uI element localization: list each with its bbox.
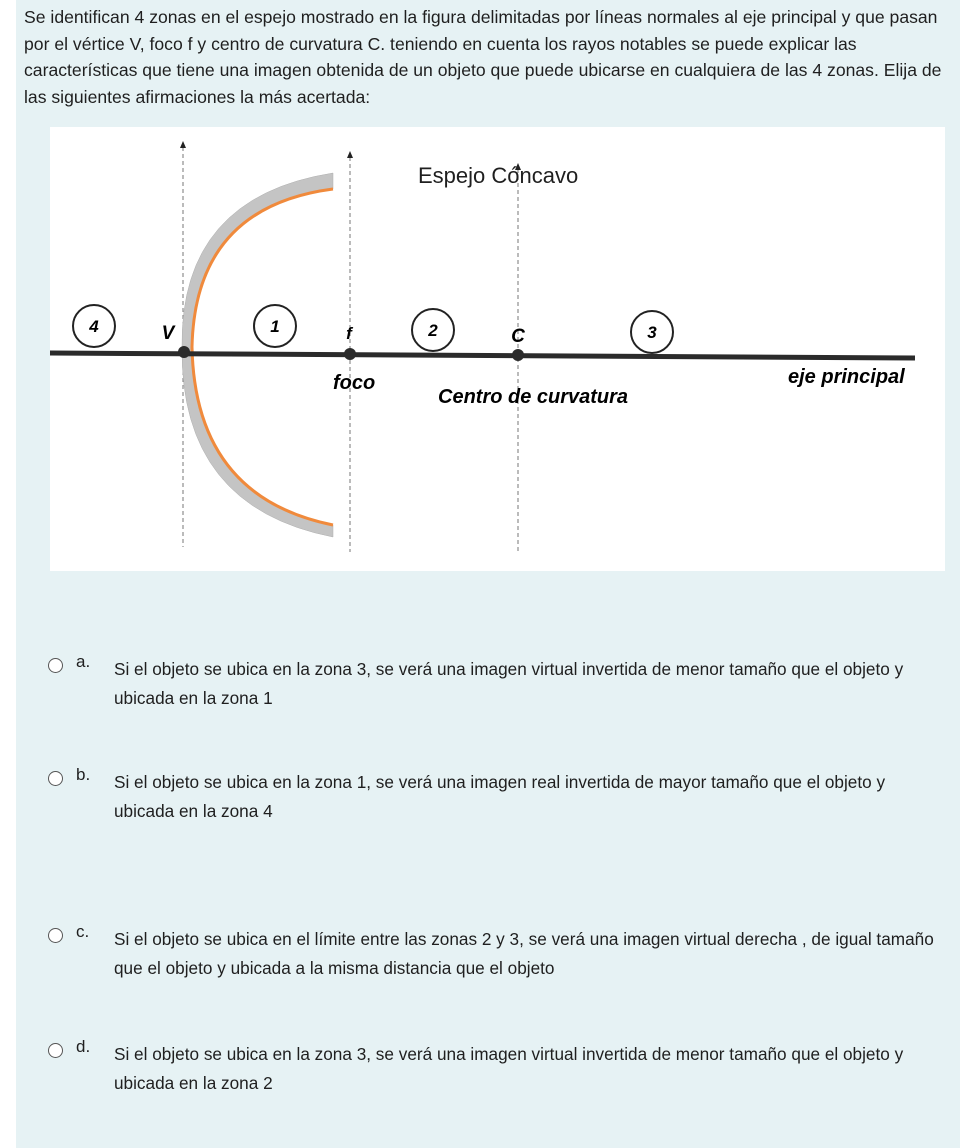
zone-3-label: 3	[647, 323, 657, 342]
option-d-radio[interactable]	[48, 1043, 63, 1058]
option-c-text[interactable]: Si el objeto se ubica en el límite entre las zonas 2 y 3, se verá una imagen virtual derecha , de igual tamaño que el objeto y ubicada a la misma distancia que el objeto	[114, 929, 934, 978]
center-caption: Centro de curvatura	[438, 386, 629, 408]
option-d-letter: d.	[76, 1037, 91, 1056]
center-label: C	[511, 326, 525, 347]
vertex-label: V	[161, 323, 175, 344]
option-b-letter: b.	[76, 765, 91, 784]
vertex-normal-arrow	[180, 141, 186, 148]
mirror-diagram	[50, 127, 945, 571]
axis-caption: eje principal	[788, 366, 905, 388]
option-d-text[interactable]: Si el objeto se ubica en la zona 3, se verá una imagen virtual invertida de menor tamaño que el objeto y ubicada en la zona 2	[114, 1044, 904, 1093]
option-c-letter: c.	[76, 922, 90, 941]
option-b-radio[interactable]	[48, 771, 63, 786]
focus-normal-arrow	[347, 151, 353, 158]
question-text: Se identifican 4 zonas en el espejo mostrado en la figura delimitadas por líneas normales al eje principal y que pasan por el vértice V, foco f y centro de curvatura C. teniendo en cuenta los rayos notables se puede explicar las características que tiene una imagen obtenida de un objeto que puede ubicarse en cualquiera de las 4 zonas. Elija de las siguientes afirmaciones la más acertada:	[24, 7, 942, 107]
figure-title: Espejo Cóncavo	[418, 163, 579, 188]
option-a-radio[interactable]	[48, 658, 63, 673]
option-b-text[interactable]: Si el objeto se ubica en la zona 1, se verá una imagen real invertida de mayor tamaño que el objeto y ubicada en la zona 4	[114, 772, 886, 821]
zone-2-label: 2	[428, 321, 438, 340]
focus-point	[344, 348, 356, 360]
focus-caption: foco	[333, 372, 376, 394]
vertex-point	[178, 346, 190, 358]
option-a-letter: a.	[76, 652, 91, 671]
zone-1-label: 1	[270, 317, 280, 336]
option-c-radio[interactable]	[48, 928, 63, 943]
zone-4-label: 4	[89, 317, 99, 336]
center-point	[512, 349, 524, 361]
focus-label: f	[346, 324, 352, 343]
concave-mirror-figure	[50, 127, 945, 571]
option-a-text[interactable]: Si el objeto se ubica en la zona 3, se verá una imagen virtual invertida de menor tamaño que el objeto y ubicada en la zona 1	[114, 659, 904, 708]
